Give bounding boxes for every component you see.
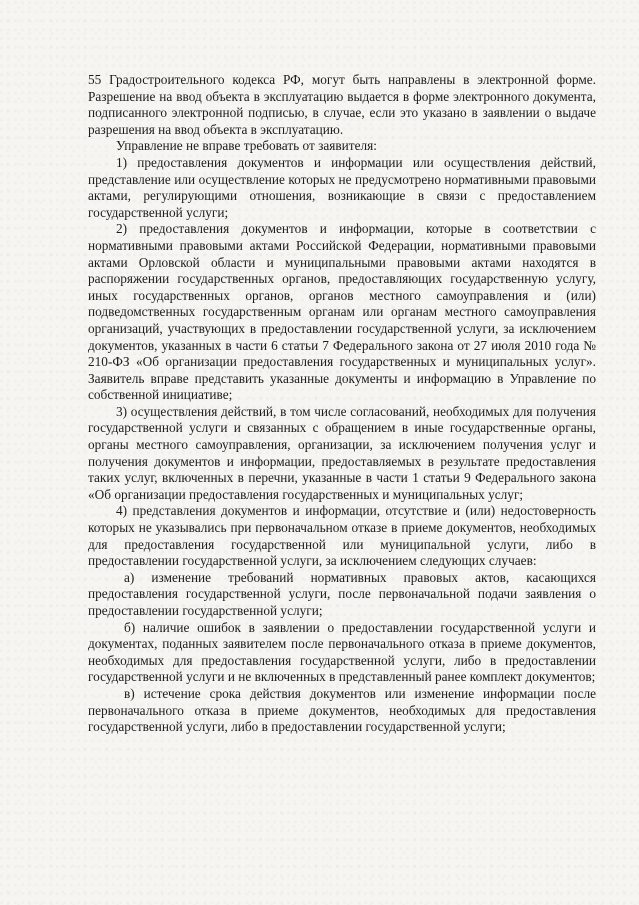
document-body <box>88 72 596 736</box>
list-item: 3) осуществления действий, в том числе согласований, необходимых для получения государственной услуги и связанных с обращением в иные государственные органы, органы местного самоуправления, организации, за исключением получения услуг и получения документов и информации, предоставляемых в результате предоставления таких услуг, включенных в перечни, указанные в части 1 статьи 9 Федерального закона «Об организации предоставления государственных и муниципальных услуг; <box>88 403 596 502</box>
sub-list-item: б) наличие ошибок в заявлении о предоставлении государственной услуги и документах, поданных заявителем после первоначального отказа в приеме документов, необходимых для предоставления государственной услуги, либо в предоставлении государственной услуги и не включенных в представленный ранее комплект документов; <box>88 619 596 685</box>
paragraph: 55 Градостроительного кодекса РФ, могут быть направлены в электронной форме. Разрешение на ввод объекта в эксплуатацию выдается в форме электронного документа, подписанного электронной подписью, в случае, если это указано в заявлении о выдаче разрешения на ввод объекта в эксплуатацию. <box>88 72 596 137</box>
sub-list-item: в) истечение срока действия документов или изменение информации после первоначального отказа в приеме документов, необходимых для предоставления государственной услуги, либо в предоставлении государственной услуги; <box>88 685 596 735</box>
list-item: 2) предоставления документов и информации, которые в соответствии с нормативными правовыми актами Российской Федерации, нормативными правовыми актами Орловской области и муниципальными правовыми актами находятся в распоряжении государственных органов, предоставляющих государственную услугу, иных государственных органов, органов местного самоуправления и (или) подведомственных государственным органам или органам местного самоуправления организаций, участвующих в предоставлении государственной услуги, за исключением документов, указанных в части 6 статьи 7 Федерального закона от 27 июля 2010 года № 210-ФЗ «Об организации предоставления государственных и муниципальных услуг». Заявитель вправе представить указанные документы и информацию в Управление по собственной инициативе; <box>88 221 596 403</box>
paragraph: Управление не вправе требовать от заявителя: <box>116 138 377 154</box>
list-item: 1) предоставления документов и информации или осуществления действий, представление или осуществление которых не предусмотрено нормативными правовыми актами, регулирующими отношения, возникающие в связи с предоставлением государственной услуги; <box>88 154 596 220</box>
sub-list-item: а) изменение требований нормативных правовых актов, касающихся предоставления государственной услуги, после первоначальной подачи заявления о предоставлении государственной услуги; <box>88 569 596 618</box>
list-item: 4) представления документов и информации, отсутствие и (или) недостоверность которых не указывались при первоначальном отказе в приеме документов, необходимых для предоставления государственной или муниципальной услуги, либо в предоставлении государственной услуги, за исключением следующих случаев: <box>88 503 596 569</box>
